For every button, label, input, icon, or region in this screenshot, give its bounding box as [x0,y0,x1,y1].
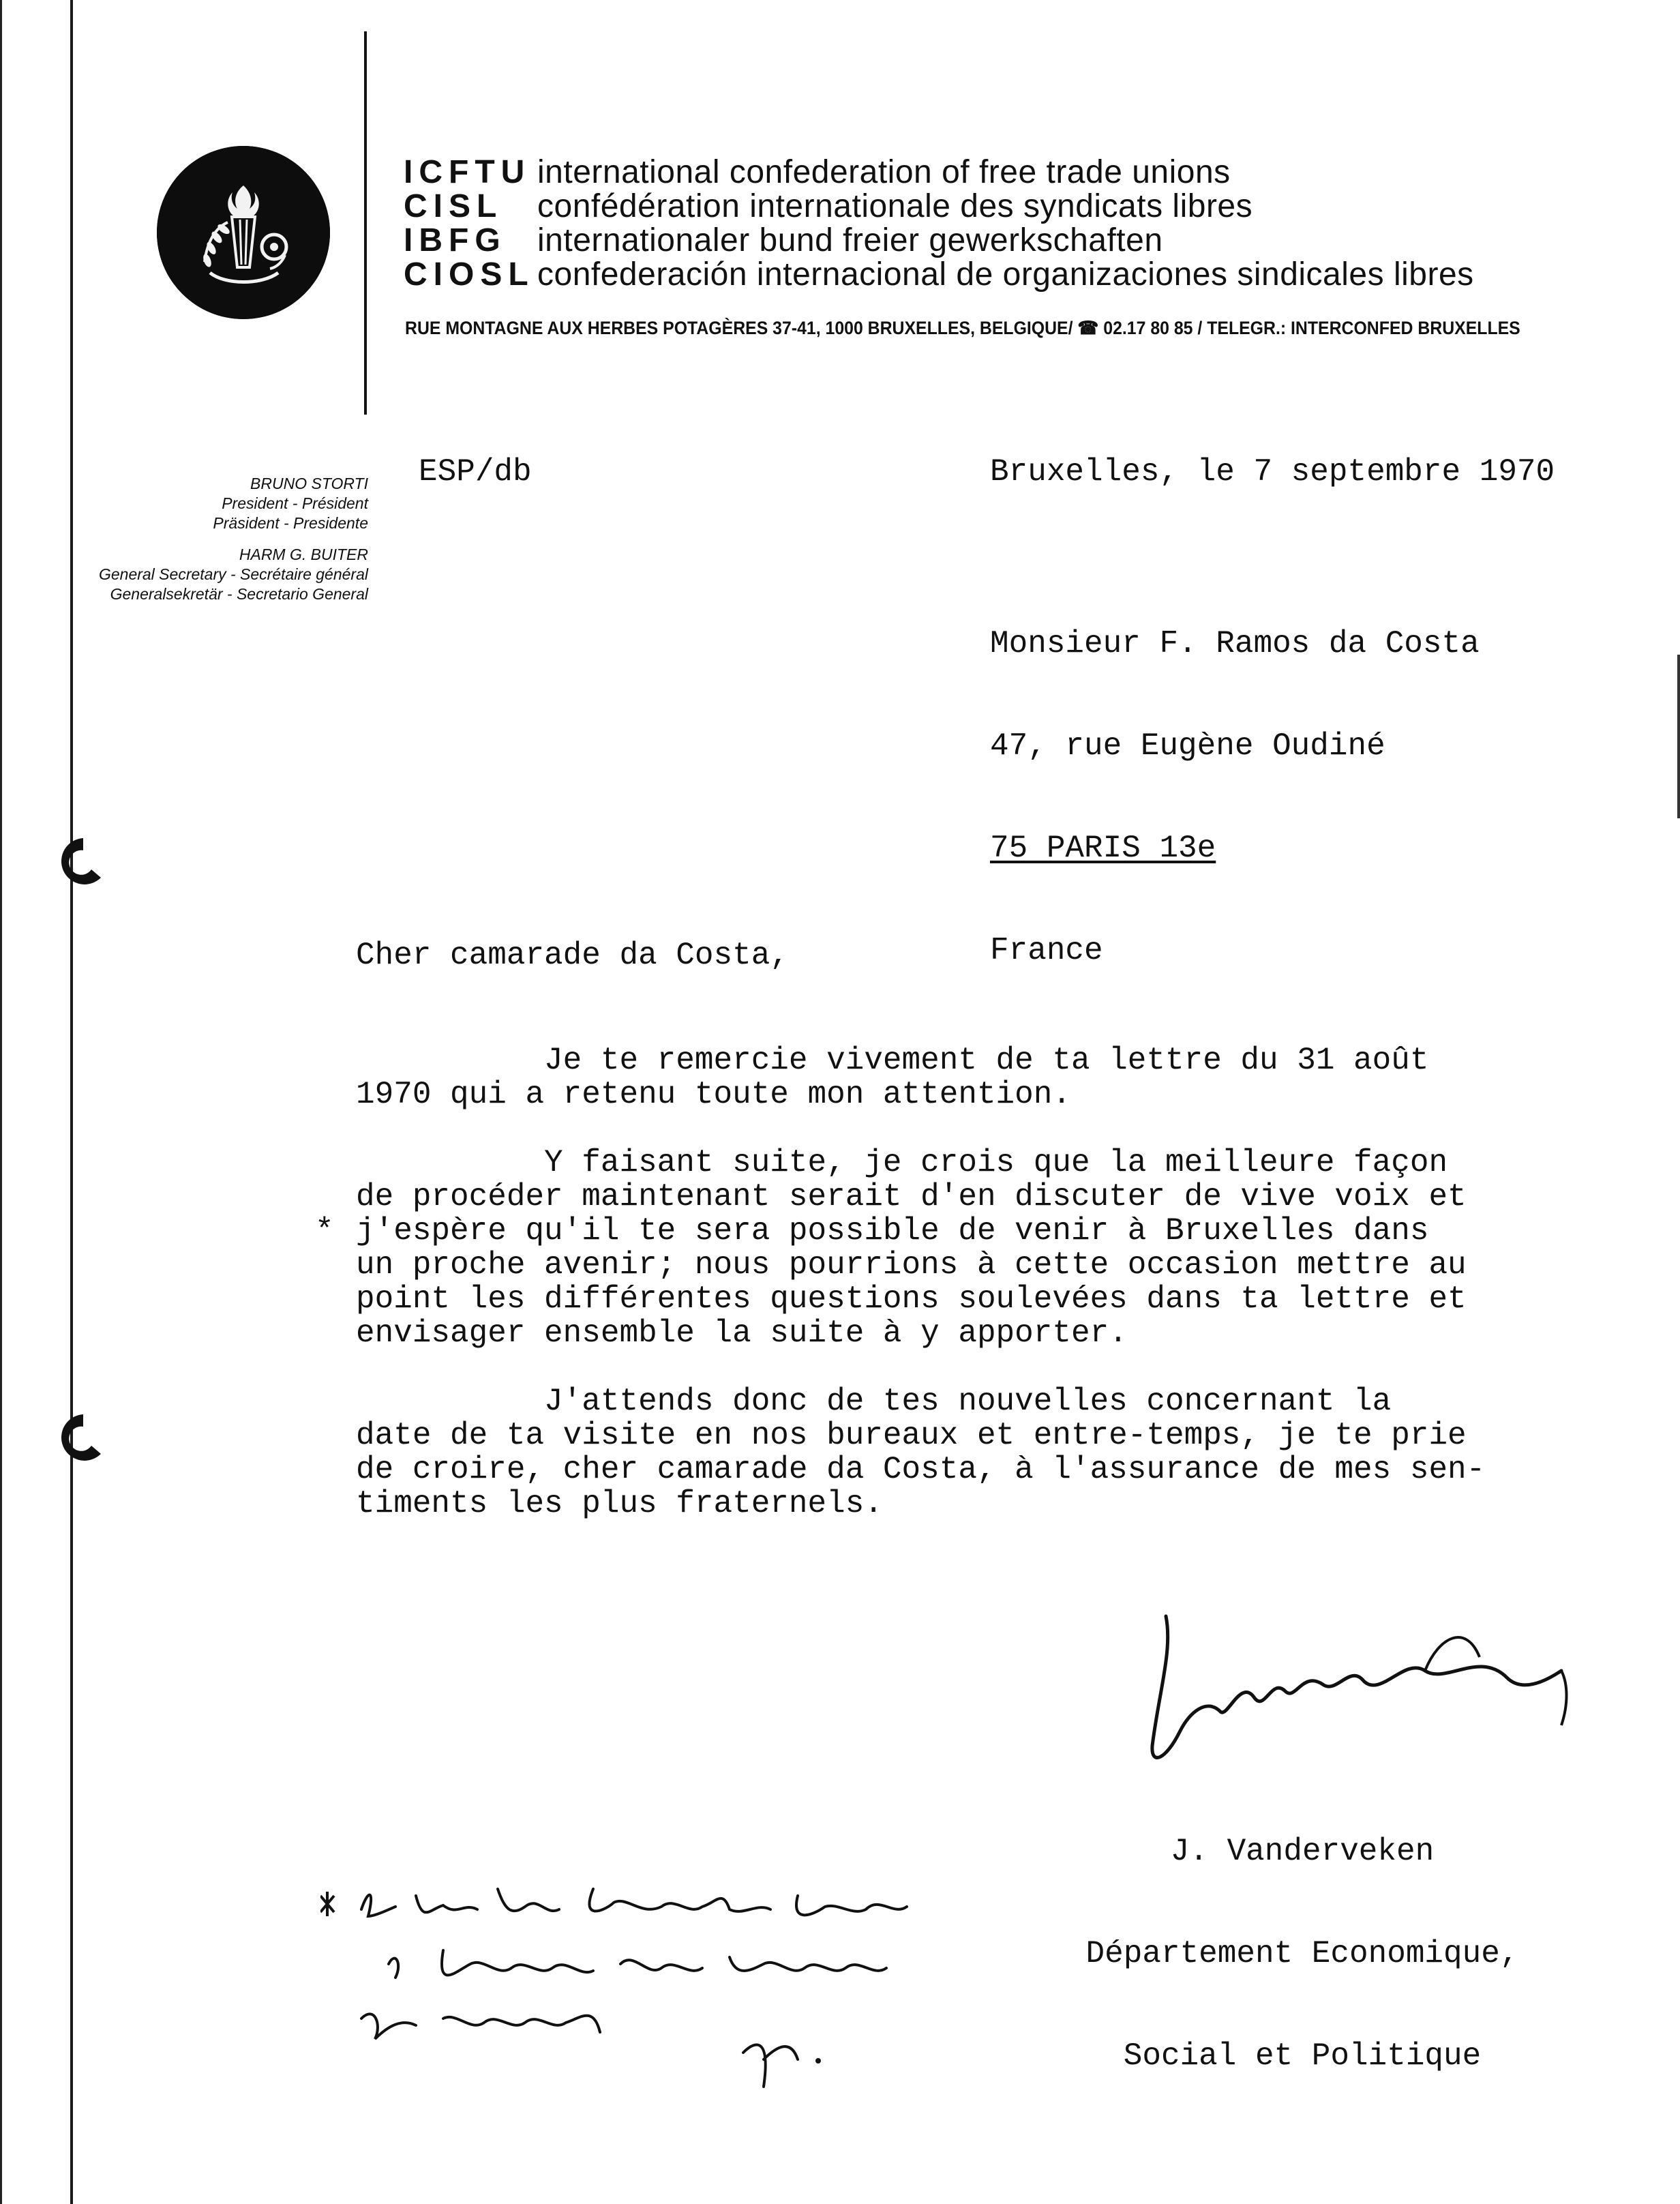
org-abbr: ICFTU [404,154,531,190]
officer-president [213,474,368,533]
recipient-line: Monsieur F. Ramos da Costa [990,626,1480,661]
officer-name: HARM G. BUITER [239,546,368,563]
org-name: confederación internacional de organizaciones sindicales libres [537,256,1474,293]
officer-name: BRUNO STORTI [250,475,368,492]
letterhead-rule [364,31,367,415]
binder-line [70,0,73,2204]
signatory-name: J. Vanderveken [1170,1834,1435,1869]
officer-secretary [99,545,368,604]
org-abbr: CIOSL [404,256,535,293]
reference-code: ESP/db [419,454,532,490]
salutation: Cher camarade da Costa, [356,938,789,973]
org-line-ibfg [404,222,1163,259]
officer-title: General Secretary - Secrétaire général [98,565,368,583]
page-edge [0,0,2,2204]
punch-hole [56,1412,104,1466]
torch-emblem-icon [157,146,330,319]
officer-title: Präsident - Presidente [213,514,368,532]
org-abbr: CISL [404,188,503,224]
body-paragraph: Je te remercie vivement de ta lettre du 31 août 1970 qui a retenu toute mon attention. [356,1043,1429,1112]
officer-title: President - Président [222,494,368,512]
icftu-logo [157,146,330,319]
org-line-cisl [404,188,1252,225]
recipient-line: France [990,933,1103,968]
org-abbr: IBFG [404,222,507,258]
body-paragraph: J'attends donc de tes nouvelles concernant la date de ta visite en nos bureaux et entre-temps, je te prie de croire, cher camarade da Costa, à l'assurance de mes sen- timents les plus fraternels. [356,1384,1486,1521]
letterhead-address: RUE MONTAGNE AUX HERBES POTAGÈRES 37-41, 1000 BRUXELLES, BELGIQUE/ ☎ 02.17 80 85 / TELEGR.: INTERCONFED BRUXELLES [405,318,1520,338]
signatory-dept: Social et Politique [1123,2038,1482,2074]
org-name: internationaler bund freier gewerkschaften [537,222,1163,258]
org-line-icftu [404,153,1231,191]
org-name: confédération internationale des syndicats libres [537,188,1253,224]
officer-title: Generalsekretär - Secretario General [110,585,368,603]
punch-hole [56,835,104,890]
org-line-ciosl [404,256,1474,293]
signatory-dept: Département Economique, [1085,1936,1519,1971]
recipient-line: 75 PARIS 13e [990,831,1216,866]
letter-date: Bruxelles, le 7 septembre 1970 [990,454,1555,490]
margin-asterisk: * [315,1213,334,1249]
recipient-line: 47, rue Eugène Oudiné [990,728,1385,764]
org-name: international confederation of free trade unions [537,154,1231,190]
recipient-address [990,559,1480,1002]
body-paragraph: Y faisant suite, je crois que la meilleure façon de procéder maintenant serait d'en discuter de vive voix et j'espère qu'il te sera possible de venir à Bruxelles dans un proche avenir; nous pourrions à cette occasion mettre au point les différentes questions soulevées dans ta lettre et envisager ensemble la suite à y apporter. [356,1145,1467,1351]
scan-edge-mark [1677,655,1680,818]
